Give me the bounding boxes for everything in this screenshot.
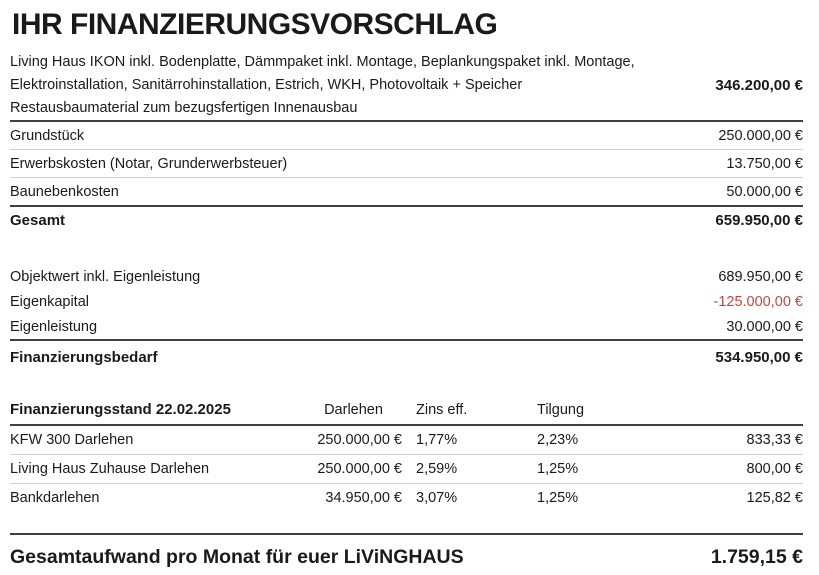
loan-zins: 1,77%: [416, 432, 458, 448]
package-description: [10, 51, 703, 120]
column-header-tilgung: Tilgung: [537, 401, 585, 418]
loan-monat: 125,82 €: [746, 490, 803, 506]
total-amount: 659.950,00 €: [715, 212, 803, 229]
loan-darlehen: 250.000,00 €: [317, 461, 402, 477]
loan-row-bank: [10, 484, 803, 512]
cost-amount: 250.000,00 €: [718, 127, 803, 144]
package-description-line-3: Restausbaumaterial zum bezugsfertigen Innenausbau: [10, 100, 358, 116]
cost-label: Baunebenkosten: [10, 183, 119, 200]
cost-label: Grundstück: [10, 127, 85, 144]
equity-label: Eigenleistung: [10, 318, 98, 335]
column-header-zins: Zins eff.: [416, 401, 468, 418]
package-description-line-2: Elektroinstallation, Sanitärrohinstallation, Estrich, WKH, Photovoltaik + Speicher: [10, 77, 523, 93]
monthly-total-label: Gesamtaufwand pro Monat für euer LiViNGHAUS: [10, 546, 464, 568]
cost-amount: 50.000,00 €: [726, 183, 803, 200]
loan-darlehen: 34.950,00 €: [325, 490, 402, 506]
cost-label: Erwerbskosten (Notar, Grunderwerbsteuer): [10, 155, 288, 172]
loan-table-title: Finanzierungsstand 22.02.2025: [10, 401, 231, 418]
financing-need-label: Finanzierungsbedarf: [10, 349, 158, 366]
loan-zins: 2,59%: [416, 461, 458, 477]
total-row: [10, 207, 803, 234]
equity-label: Eigenkapital: [10, 293, 89, 310]
equity-row-eigenleistung: [10, 314, 803, 339]
financing-need-amount: 534.950,00 €: [715, 349, 803, 366]
financing-need-row: [10, 341, 803, 375]
equity-label: Objektwert inkl. Eigenleistung: [10, 268, 201, 285]
loan-name: KFW 300 Darlehen: [10, 432, 134, 448]
cost-row-grundstueck: [10, 122, 803, 149]
loan-tilgung: 1,25%: [537, 490, 579, 506]
equity-section: [10, 264, 803, 339]
loan-zins: 3,07%: [416, 490, 458, 506]
loan-name: Bankdarlehen: [10, 490, 100, 506]
cost-row-erwerbskosten: [10, 150, 803, 177]
total-label: Gesamt: [10, 212, 66, 229]
equity-row-eigenkapital: [10, 289, 803, 314]
package-amount: 346.200,00 €: [715, 77, 803, 94]
loan-row-livinghaus: [10, 455, 803, 483]
loan-tilgung: 1,25%: [537, 461, 579, 477]
loan-monat: 833,33 €: [746, 432, 803, 448]
cost-row-baunebenkosten: [10, 178, 803, 205]
page-title: IHR FINANZIERUNGSVORSCHLAG: [12, 8, 498, 41]
equity-amount: 689.950,00 €: [718, 268, 803, 285]
package-description-line-1: Living Haus IKON inkl. Bodenplatte, Dämmpaket inkl. Montage, Beplankungspaket inkl. Montage,: [10, 54, 635, 70]
loan-name: Living Haus Zuhause Darlehen: [10, 461, 210, 477]
loan-row-kfw: [10, 426, 803, 454]
loan-monat: 800,00 €: [746, 461, 803, 477]
monthly-total-row: [10, 535, 803, 575]
equity-amount-negative: -125.000,00 €: [713, 293, 803, 310]
package-summary-row: [10, 51, 803, 120]
cost-amount: 13.750,00 €: [726, 155, 803, 172]
loan-table-header: [10, 396, 803, 424]
equity-row-objektwert: [10, 264, 803, 289]
loan-tilgung: 2,23%: [537, 432, 579, 448]
equity-amount: 30.000,00 €: [726, 318, 803, 335]
loan-darlehen: 250.000,00 €: [317, 432, 402, 448]
monthly-total-amount: 1.759,15 €: [710, 546, 803, 568]
column-header-darlehen: Darlehen: [324, 401, 383, 418]
